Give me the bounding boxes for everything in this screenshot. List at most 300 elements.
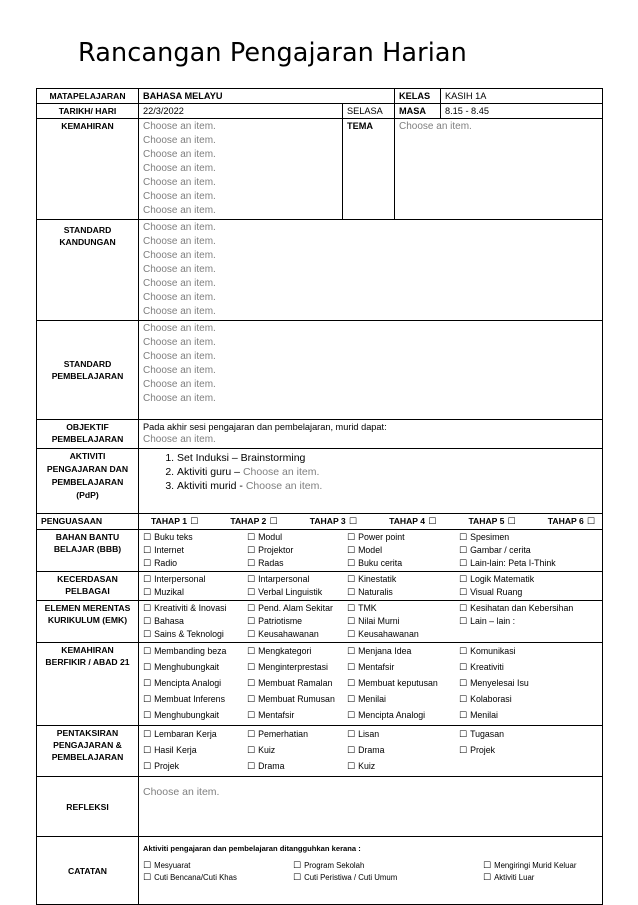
choose-item-dropdown[interactable]: Choose an item. — [143, 365, 216, 376]
checkbox-item[interactable] — [459, 660, 598, 676]
checkbox-icon[interactable]: ☐ — [143, 663, 152, 673]
checkbox-icon[interactable]: ☐ — [347, 617, 356, 627]
checkbox-item[interactable] — [143, 531, 247, 544]
checkbox-label: Model — [358, 545, 383, 555]
checkbox-icon[interactable]: ☐ — [347, 730, 356, 740]
checkbox-item[interactable] — [247, 544, 347, 557]
tahap-5-checkbox[interactable] — [468, 515, 518, 528]
tahap-label: TAHAP 2 — [230, 516, 267, 526]
checkbox-label: Mengkategori — [258, 646, 312, 656]
choose-item-dropdown[interactable]: Choose an item. — [143, 205, 216, 216]
checkbox-icon[interactable]: ☐ — [247, 604, 256, 614]
checkbox-item[interactable] — [143, 692, 247, 708]
label-standard-pembelajaran — [37, 321, 139, 420]
checkbox-label: Kolaborasi — [470, 694, 512, 704]
checkbox-item[interactable] — [459, 727, 598, 743]
checkbox-label: Visual Ruang — [470, 587, 523, 597]
checkbox-icon[interactable]: ☐ — [143, 873, 152, 883]
objektif-dropdown[interactable] — [143, 433, 598, 447]
checkbox-icon[interactable]: ☐ — [459, 533, 468, 543]
checkbox-icon[interactable]: ☐ — [459, 695, 468, 705]
checkbox-item[interactable] — [347, 759, 459, 775]
choose-item-dropdown[interactable]: Choose an item. — [143, 250, 216, 261]
checkbox-label: Lain-lain: Peta I-Think — [470, 558, 556, 568]
aktiviti-cell — [139, 449, 603, 514]
checkbox-icon[interactable]: ☐ — [143, 604, 152, 614]
checkbox-item[interactable] — [459, 573, 598, 586]
checkbox-icon[interactable]: ☐ — [143, 746, 152, 756]
checkbox-item[interactable] — [347, 644, 459, 660]
checkbox-column — [459, 727, 598, 775]
checkbox-column — [247, 531, 347, 570]
checkbox-label: Cuti Peristiwa / Cuti Umum — [304, 873, 398, 882]
checkbox-label: Membuat Inferens — [154, 694, 225, 704]
checkbox-label: Menilai — [470, 710, 498, 720]
checkbox-icon[interactable]: ☐ — [504, 517, 516, 527]
checkbox-label: Kesihatan dan Kebersihan — [470, 603, 574, 613]
choose-item-dropdown[interactable]: Choose an item. — [143, 393, 216, 404]
checkbox-label: Projek — [154, 761, 180, 771]
checkbox-label: Komunikasi — [470, 646, 516, 656]
checkbox-icon[interactable]: ☐ — [459, 546, 468, 556]
checkbox-icon[interactable]: ☐ — [293, 873, 302, 883]
checkbox-icon[interactable]: ☐ — [293, 861, 302, 871]
checkbox-icon[interactable]: ☐ — [347, 533, 356, 543]
label-pentaksiran — [37, 726, 139, 777]
tema-value[interactable] — [395, 119, 603, 220]
checkbox-label: Menginterprestasi — [258, 662, 328, 672]
label-catatan: CATATAN — [37, 837, 139, 905]
bahan-checkboxes — [143, 531, 598, 570]
checkbox-column — [143, 531, 247, 570]
checkbox-label: Program Sekolah — [304, 861, 365, 870]
checkbox-column — [293, 860, 483, 884]
choose-item-dropdown[interactable]: Choose an item. — [143, 149, 216, 160]
checkbox-item[interactable] — [459, 743, 598, 759]
checkbox-item[interactable] — [143, 727, 247, 743]
checkbox-item[interactable] — [143, 860, 293, 872]
checkbox-item[interactable] — [347, 573, 459, 586]
checkbox-item[interactable] — [347, 586, 459, 599]
checkbox-icon[interactable]: ☐ — [459, 559, 468, 569]
checkbox-icon[interactable]: ☐ — [347, 575, 356, 585]
checkbox-icon[interactable]: ☐ — [247, 630, 256, 640]
checkbox-icon[interactable]: ☐ — [143, 730, 152, 740]
checkbox-icon[interactable]: ☐ — [247, 746, 256, 756]
choose-item-dropdown[interactable]: Choose an item. — [143, 177, 216, 188]
checkbox-icon[interactable]: ☐ — [247, 647, 256, 657]
tahap-2-checkbox[interactable] — [230, 515, 280, 528]
checkbox-icon[interactable]: ☐ — [186, 517, 199, 527]
choose-item-dropdown[interactable]: Choose an item. — [143, 337, 216, 348]
checkbox-item[interactable] — [143, 708, 247, 724]
checkbox-column — [143, 860, 293, 884]
checkbox-label: Menilai — [358, 694, 386, 704]
checkbox-icon[interactable]: ☐ — [247, 695, 256, 705]
checkbox-column — [247, 727, 347, 775]
kemahiran-items — [139, 119, 343, 220]
checkbox-icon[interactable]: ☐ — [143, 711, 152, 721]
checkbox-icon[interactable]: ☐ — [266, 517, 278, 527]
value-matapelajaran[interactable]: BAHASA MELAYU — [139, 89, 395, 104]
checkbox-item[interactable] — [459, 644, 598, 660]
checkbox-icon[interactable]: ☐ — [247, 533, 256, 543]
row-bahan — [37, 530, 603, 572]
aktiviti-item-3 — [177, 479, 598, 493]
checkbox-item[interactable] — [143, 544, 247, 557]
aktiviti-murid-dropdown[interactable]: Choose an item. — [245, 480, 323, 492]
checkbox-item[interactable] — [459, 602, 598, 615]
checkbox-icon[interactable]: ☐ — [459, 711, 468, 721]
row-tarikh — [37, 104, 603, 119]
checkbox-item[interactable] — [143, 872, 293, 884]
tahap-label: TAHAP 5 — [468, 516, 505, 526]
choose-item-dropdown[interactable]: Choose an item. — [143, 121, 216, 132]
checkbox-column — [247, 644, 347, 724]
tahap-6-checkbox[interactable] — [548, 515, 598, 528]
checkbox-label: Kreativiti — [470, 662, 504, 672]
checkbox-icon[interactable]: ☐ — [143, 630, 152, 640]
choose-item-dropdown[interactable]: Choose an item. — [143, 191, 216, 202]
row-emk — [37, 601, 603, 643]
checkbox-item[interactable] — [347, 544, 459, 557]
checkbox-item[interactable] — [247, 743, 347, 759]
checkbox-item[interactable] — [143, 743, 247, 759]
objektif-text: Pada akhir sesi pengajaran dan pembelajaran, murid dapat: — [143, 422, 387, 432]
checkbox-icon[interactable]: ☐ — [459, 604, 468, 614]
checkbox-icon[interactable]: ☐ — [347, 588, 356, 598]
checkbox-item[interactable] — [347, 727, 459, 743]
checkbox-label: Naturalis — [358, 587, 393, 597]
checkbox-icon[interactable]: ☐ — [143, 533, 152, 543]
checkbox-icon[interactable]: ☐ — [347, 695, 356, 705]
kb-checkboxes — [143, 644, 598, 724]
checkbox-item[interactable] — [459, 692, 598, 708]
label-penguasaan: PENGUASAAN — [37, 514, 139, 530]
checkbox-icon[interactable]: ☐ — [347, 711, 356, 721]
checkbox-column — [347, 573, 459, 599]
checkbox-label: Sains & Teknologi — [154, 629, 224, 639]
checkbox-icon[interactable]: ☐ — [247, 588, 256, 598]
choose-item-dropdown[interactable]: Choose an item. — [143, 306, 216, 317]
checkbox-label: Pemerhatian — [258, 729, 308, 739]
label-refleksi: REFLEKSI — [37, 777, 139, 837]
tahap-label: TAHAP 4 — [389, 516, 426, 526]
checkbox-label: Mencipta Analogi — [154, 678, 222, 688]
value-kelas[interactable]: KASIH 1A — [441, 89, 603, 104]
tahap-label: TAHAP 3 — [309, 516, 346, 526]
checkbox-item[interactable] — [247, 615, 347, 628]
checkbox-item[interactable] — [247, 708, 347, 724]
checkbox-icon[interactable]: ☐ — [347, 762, 356, 772]
checkbox-icon[interactable]: ☐ — [247, 617, 256, 627]
pentaksiran-checkboxes — [143, 727, 598, 775]
checkbox-icon[interactable]: ☐ — [247, 663, 256, 673]
checkbox-icon[interactable]: ☐ — [143, 762, 152, 772]
tahap-1-checkbox[interactable] — [151, 515, 201, 528]
checkbox-icon[interactable]: ☐ — [459, 647, 468, 657]
label-matapelajaran: MATAPELAJARAN — [37, 89, 139, 104]
checkbox-item[interactable] — [143, 676, 247, 692]
checkbox-label: Buku teks — [154, 532, 193, 542]
checkbox-item[interactable] — [347, 743, 459, 759]
checkbox-icon[interactable]: ☐ — [347, 630, 356, 640]
checkbox-label: Spesimen — [470, 532, 510, 542]
label-kemahiran-berfikir — [37, 643, 139, 726]
checkbox-label: Patriotisme — [258, 616, 303, 626]
checkbox-label: Projek — [470, 745, 496, 755]
checkbox-icon[interactable]: ☐ — [345, 517, 357, 527]
checkbox-icon[interactable]: ☐ — [425, 517, 437, 527]
checkbox-label: Membuat keputusan — [358, 678, 438, 688]
checkbox-icon[interactable]: ☐ — [459, 617, 468, 627]
checkbox-icon[interactable]: ☐ — [347, 647, 356, 657]
checkbox-item[interactable] — [459, 676, 598, 692]
checkbox-item[interactable] — [347, 692, 459, 708]
tahap-label: TAHAP 6 — [547, 516, 584, 526]
checkbox-label: Mesyuarat — [154, 861, 191, 870]
checkbox-icon[interactable]: ☐ — [247, 546, 256, 556]
checkbox-icon[interactable]: ☐ — [143, 647, 152, 657]
sp-dropdowns[interactable] — [143, 322, 598, 406]
checkbox-icon[interactable]: ☐ — [143, 861, 152, 871]
checkbox-icon[interactable]: ☐ — [247, 762, 256, 772]
checkbox-item[interactable] — [347, 557, 459, 570]
checkbox-column — [347, 531, 459, 570]
bahan-cell — [139, 530, 603, 572]
checkbox-icon[interactable]: ☐ — [247, 730, 256, 740]
checkbox-item[interactable] — [347, 708, 459, 724]
checkbox-item[interactable] — [143, 615, 247, 628]
refleksi-dropdown[interactable]: Choose an item. — [143, 786, 220, 798]
checkbox-item[interactable] — [143, 557, 247, 570]
checkbox-item[interactable] — [459, 544, 598, 557]
standard-pembelajaran-items — [139, 321, 603, 420]
row-catatan — [37, 837, 603, 905]
checkbox-item[interactable] — [143, 644, 247, 660]
checkbox-column — [247, 573, 347, 599]
checkbox-icon[interactable]: ☐ — [459, 746, 468, 756]
checkbox-label: Bahasa — [154, 616, 184, 626]
row-aktiviti — [37, 449, 603, 514]
checkbox-icon[interactable]: ☐ — [483, 861, 492, 871]
checkbox-icon[interactable]: ☐ — [143, 679, 152, 689]
checkbox-icon[interactable]: ☐ — [143, 546, 152, 556]
checkbox-item[interactable] — [143, 573, 247, 586]
choose-item-dropdown[interactable]: Choose an item. — [143, 323, 216, 334]
checkbox-label: Power point — [358, 532, 405, 542]
checkbox-icon[interactable]: ☐ — [347, 679, 356, 689]
label-tarikh: TARIKH/ HARI — [37, 104, 139, 119]
choose-item-dropdown[interactable]: Choose an item. — [143, 222, 216, 233]
checkbox-item[interactable] — [459, 557, 598, 570]
checkbox-label: Radio — [154, 558, 178, 568]
value-hari[interactable]: SELASA — [343, 104, 395, 119]
choose-item-dropdown[interactable]: Choose an item. — [143, 379, 216, 390]
checkbox-item[interactable] — [247, 573, 347, 586]
tema-dropdown[interactable] — [399, 120, 598, 134]
checkbox-label: Membuat Ramalan — [258, 678, 333, 688]
checkbox-item[interactable] — [247, 676, 347, 692]
checkbox-label: Kinestatik — [358, 574, 397, 584]
choose-item-dropdown[interactable]: Choose an item. — [143, 351, 216, 362]
kemahiran-dropdowns[interactable] — [143, 120, 338, 218]
page-title: Rancangan Pengajaran Harian — [78, 38, 467, 68]
checkbox-label: TMK — [358, 603, 377, 613]
checkbox-label: Intarpersonal — [258, 574, 310, 584]
tahap-3-checkbox[interactable] — [310, 515, 360, 528]
checkbox-column — [459, 602, 598, 641]
checkbox-item[interactable] — [143, 628, 247, 641]
sk-dropdowns[interactable] — [143, 221, 598, 319]
checkbox-icon[interactable]: ☐ — [459, 663, 468, 673]
checkbox-item[interactable] — [459, 586, 598, 599]
checkbox-label: Lain – lain : — [470, 616, 516, 626]
label-standard-kandungan — [37, 220, 139, 321]
checkbox-icon[interactable]: ☐ — [483, 873, 492, 883]
checkbox-column — [459, 573, 598, 599]
checkbox-icon[interactable]: ☐ — [143, 588, 152, 598]
checkbox-icon[interactable]: ☐ — [143, 695, 152, 705]
checkbox-label: Cuti Bencana/Cuti Khas — [154, 873, 237, 882]
checkbox-label: Drama — [358, 745, 385, 755]
label-objektif — [37, 420, 139, 449]
checkbox-label: Keusahawanan — [358, 629, 419, 639]
value-tarikh[interactable]: 22/3/2022 — [139, 104, 343, 119]
checkbox-label: Lembaran Kerja — [154, 729, 217, 739]
tahap-4-checkbox[interactable] — [389, 515, 439, 528]
checkbox-label: Mencipta Analogi — [358, 710, 426, 720]
checkbox-label: Gambar / cerita — [470, 545, 531, 555]
checkbox-item[interactable] — [247, 660, 347, 676]
checkbox-icon[interactable]: ☐ — [459, 575, 468, 585]
checkbox-item[interactable] — [459, 708, 598, 724]
checkbox-item[interactable] — [143, 660, 247, 676]
checkbox-label: Buku cerita — [358, 558, 403, 568]
tahap-cell — [139, 514, 603, 530]
checkbox-label: Membanding beza — [154, 646, 227, 656]
choose-item-dropdown[interactable]: Choose an item. — [399, 121, 472, 132]
checkbox-label: Nilai Murni — [358, 616, 400, 626]
checkbox-label: Menyelesai Isu — [470, 678, 529, 688]
checkbox-label: Membuat Rumusan — [258, 694, 335, 704]
checkbox-icon[interactable]: ☐ — [247, 679, 256, 689]
label-text: AKTIVITI PENGAJARAN DAN PEMBELAJARAN (PdP) — [46, 451, 129, 500]
label-text: PENTAKSIRAN PENGAJARAN & PEMBELAJARAN — [51, 728, 124, 762]
checkbox-item[interactable] — [459, 615, 598, 628]
checkbox-item[interactable] — [247, 759, 347, 775]
checkbox-icon[interactable]: ☐ — [459, 588, 468, 598]
checkbox-label: Tugasan — [470, 729, 504, 739]
checkbox-icon[interactable]: ☐ — [347, 663, 356, 673]
aktiviti-item-1 — [177, 451, 598, 465]
checkbox-column — [143, 644, 247, 724]
value-masa[interactable]: 8.15 - 8.45 — [441, 104, 603, 119]
checkbox-item[interactable] — [483, 872, 598, 884]
checkbox-item[interactable] — [347, 602, 459, 615]
row-pentaksiran — [37, 726, 603, 777]
aktiviti-item-2 — [177, 465, 598, 479]
standard-kandungan-items — [139, 220, 603, 321]
refleksi-cell — [139, 777, 603, 837]
checkbox-item[interactable] — [459, 531, 598, 544]
row-kemahiran-berfikir — [37, 643, 603, 726]
checkbox-item[interactable] — [247, 531, 347, 544]
checkbox-item[interactable] — [483, 860, 598, 872]
checkbox-icon[interactable]: ☐ — [143, 559, 152, 569]
checkbox-icon[interactable]: ☐ — [347, 746, 356, 756]
checkbox-icon[interactable]: ☐ — [347, 546, 356, 556]
checkbox-item[interactable] — [247, 602, 347, 615]
checkbox-icon[interactable]: ☐ — [143, 617, 152, 627]
checkbox-label: Verbal Linguistik — [258, 587, 323, 597]
checkbox-column — [483, 860, 598, 884]
checkbox-icon[interactable]: ☐ — [459, 679, 468, 689]
kb-cell — [139, 643, 603, 726]
checkbox-item[interactable] — [143, 759, 247, 775]
label-text: STANDARD KANDUNGAN — [59, 225, 116, 247]
checkbox-item[interactable] — [293, 872, 483, 884]
checkbox-label: Aktiviti Luar — [494, 873, 535, 882]
choose-item-dropdown[interactable]: Choose an item. — [143, 236, 216, 247]
checkbox-item[interactable] — [347, 628, 459, 641]
checkbox-label: Radas — [258, 558, 284, 568]
checkbox-column — [459, 531, 598, 570]
checkbox-item[interactable] — [247, 628, 347, 641]
checkbox-label: Menghubungkait — [154, 662, 220, 672]
choose-item-dropdown[interactable]: Choose an item. — [143, 264, 216, 275]
checkbox-icon[interactable]: ☐ — [583, 517, 595, 527]
checkbox-item[interactable] — [247, 557, 347, 570]
checkbox-item[interactable] — [347, 676, 459, 692]
checkbox-item[interactable] — [143, 586, 247, 599]
checkbox-icon[interactable]: ☐ — [247, 711, 256, 721]
checkbox-label: Keusahawanan — [258, 629, 319, 639]
label-kelas: KELAS — [395, 89, 441, 104]
label-aktiviti — [37, 449, 139, 514]
choose-item-dropdown[interactable]: Choose an item. — [143, 278, 216, 289]
checkbox-item[interactable] — [347, 615, 459, 628]
aktiviti-guru-dropdown[interactable]: Choose an item. — [242, 466, 320, 478]
choose-item-dropdown[interactable]: Choose an item. — [143, 292, 216, 303]
checkbox-item[interactable] — [247, 692, 347, 708]
checkbox-icon[interactable]: ☐ — [459, 730, 468, 740]
checkbox-icon[interactable]: ☐ — [247, 575, 256, 585]
choose-item-dropdown[interactable]: Choose an item. — [143, 135, 216, 146]
label-masa: MASA — [395, 104, 441, 119]
checkbox-item[interactable] — [293, 860, 483, 872]
checkbox-item[interactable] — [143, 602, 247, 615]
checkbox-icon[interactable]: ☐ — [347, 604, 356, 614]
label-kemahiran: KEMAHIRAN — [37, 119, 139, 220]
checkbox-item[interactable] — [247, 727, 347, 743]
checkbox-icon[interactable]: ☐ — [247, 559, 256, 569]
label-kecerdasan — [37, 572, 139, 601]
label-text: STANDARD PEMBELAJARAN — [51, 359, 124, 381]
checkbox-item[interactable] — [247, 644, 347, 660]
checkbox-item[interactable] — [347, 531, 459, 544]
checkbox-label: Lisan — [358, 729, 380, 739]
checkbox-icon[interactable]: ☐ — [347, 559, 356, 569]
checkbox-item[interactable] — [347, 660, 459, 676]
choose-item-dropdown[interactable]: Choose an item. — [143, 434, 216, 445]
checkbox-label: Hasil Kerja — [154, 745, 197, 755]
checkbox-column — [347, 727, 459, 775]
choose-item-dropdown[interactable]: Choose an item. — [143, 163, 216, 174]
checkbox-item[interactable] — [247, 586, 347, 599]
checkbox-label: Pend. Alam Sekitar — [258, 603, 333, 613]
checkbox-icon[interactable]: ☐ — [143, 575, 152, 585]
